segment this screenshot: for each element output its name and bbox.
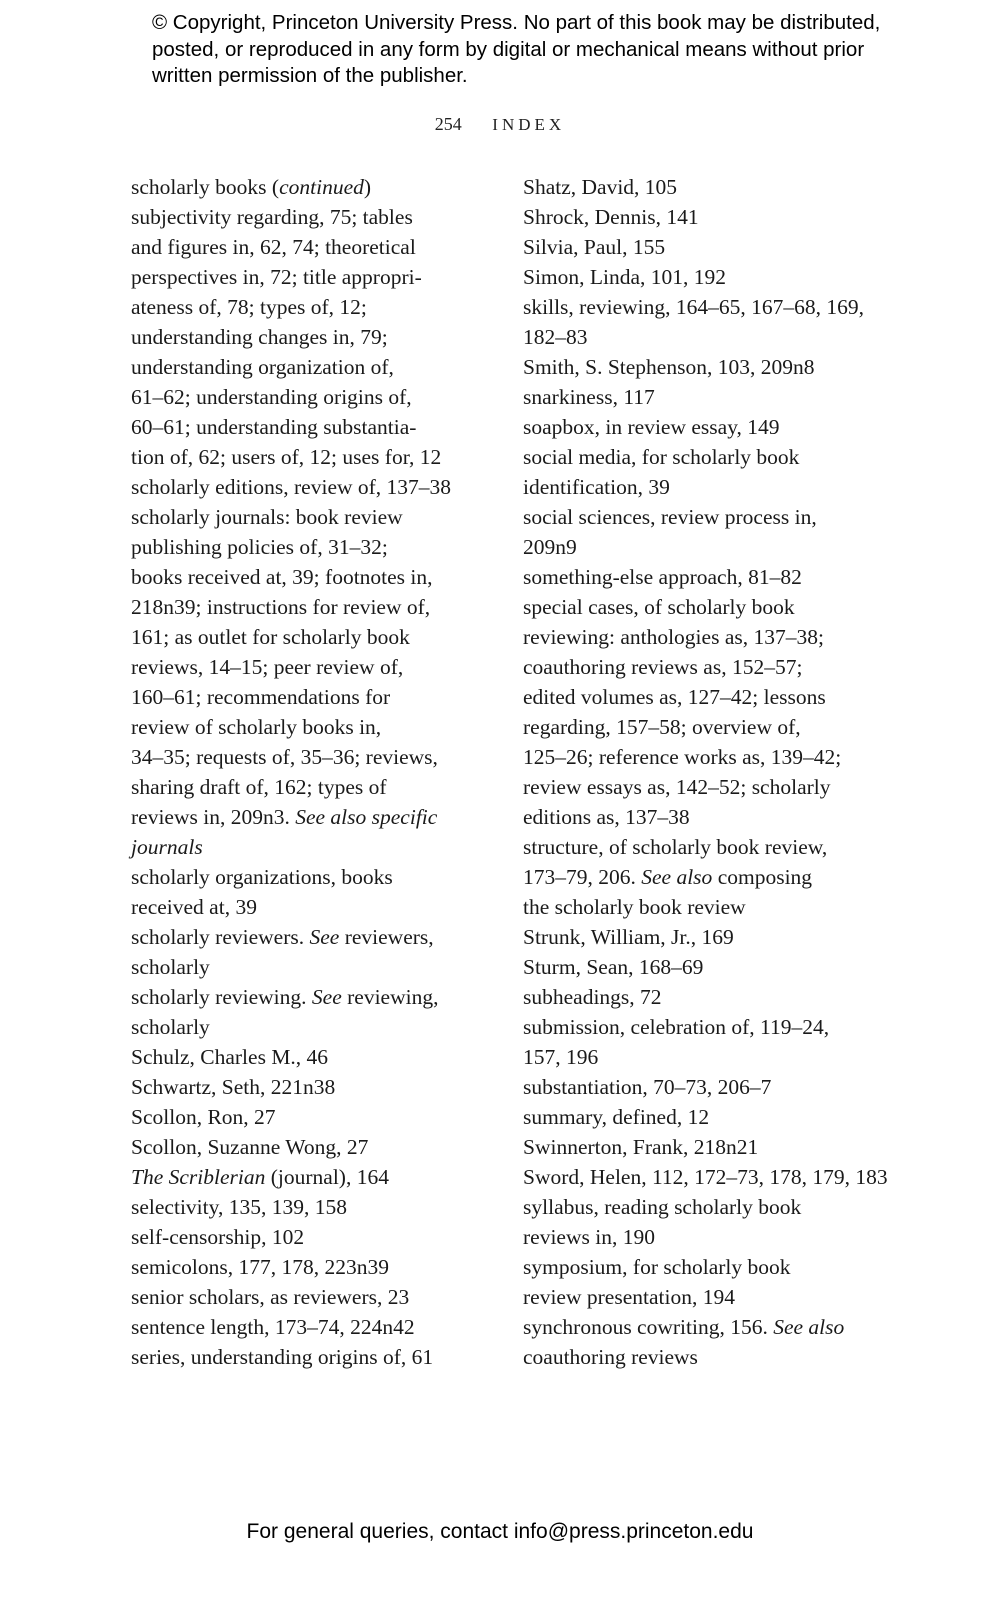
index-entry: [131, 502, 496, 862]
index-entry: [131, 1072, 496, 1102]
index-entry-line: perspectives in, 72; title appropri-: [131, 265, 422, 289]
index-entry-line: books received at, 39; footnotes in,: [131, 565, 433, 589]
index-entry-line: subheadings, 72: [523, 985, 662, 1009]
index-entry-line: sentence length, 173–74, 224n42: [131, 1315, 415, 1339]
index-entry: [523, 982, 888, 1012]
index-entry-line: coauthoring reviews: [523, 1345, 698, 1369]
index-entry: [523, 352, 888, 382]
index-entry-line: review essays as, 142–52; scholarly: [523, 775, 831, 799]
index-entry: [523, 1072, 888, 1102]
index-entry: [131, 1312, 496, 1342]
index-entry-line: skills, reviewing, 164–65, 167–68, 169,: [523, 295, 864, 319]
index-entry: [131, 1192, 496, 1222]
index-entry-line: 160–61; recommendations for: [131, 685, 391, 709]
index-column-right: [523, 172, 888, 1372]
index-entry-line: 218n39; instructions for review of,: [131, 595, 431, 619]
index-entry-line: scholarly reviewing. See reviewing,: [131, 985, 439, 1009]
index-entry-line: Swinnerton, Frank, 218n21: [523, 1135, 759, 1159]
index-entry-line: structure, of scholarly book review,: [523, 835, 828, 859]
index-entry: [523, 922, 888, 952]
index-entry-line: senior scholars, as reviewers, 23: [131, 1285, 410, 1309]
index-entry-line: something-else approach, 81–82: [523, 565, 802, 589]
index-entry-line: 182–83: [523, 325, 588, 349]
index-entry: [523, 1102, 888, 1132]
index-entry-line: symposium, for scholarly book: [523, 1255, 791, 1279]
footer-contact: For general queries, contact info@press.princeton.edu: [246, 1520, 754, 1543]
index-entry-line: scholarly: [131, 1015, 210, 1039]
index-entry: [523, 592, 888, 832]
index-entry: [523, 202, 888, 232]
index-entry-line: coauthoring reviews as, 152–57;: [523, 655, 803, 679]
index-entry: [131, 1342, 496, 1372]
index-entry-line: identification, 39: [523, 475, 670, 499]
index-entry-line: received at, 39: [131, 895, 257, 919]
index-entry: [523, 1192, 888, 1252]
index-entry-line: journals: [131, 835, 203, 859]
index-entry-line: soapbox, in review essay, 149: [523, 415, 780, 439]
index-entry-line: Schwartz, Seth, 221n38: [131, 1075, 336, 1099]
index-entry-line: Scollon, Suzanne Wong, 27: [131, 1135, 369, 1159]
index-entry-line: Sturm, Sean, 168–69: [523, 955, 704, 979]
index-entry-line: scholarly journals: book review: [131, 505, 403, 529]
index-entry-line: reviewing: anthologies as, 137–38;: [523, 625, 824, 649]
index-entry-line: series, understanding origins of, 61: [131, 1345, 434, 1369]
index-entry-line: submission, celebration of, 119–24,: [523, 1015, 830, 1039]
index-entry: [131, 922, 496, 982]
index-entry: [523, 502, 888, 562]
index-entry-line: scholarly organizations, books: [131, 865, 393, 889]
index-entry: [131, 982, 496, 1042]
index-entry: [523, 262, 888, 292]
index-entry: [131, 1042, 496, 1072]
index-entry-line: 209n9: [523, 535, 577, 559]
index-entry: [523, 292, 888, 352]
index-entry: [131, 472, 496, 502]
index-entry-line: edited volumes as, 127–42; lessons: [523, 685, 826, 709]
index-entry-line: Smith, S. Stephenson, 103, 209n8: [523, 355, 815, 379]
index-entry: [523, 1012, 888, 1072]
index-entry-line: The Scriblerian (journal), 164: [131, 1165, 389, 1189]
index-entry-line: reviews in, 190: [523, 1225, 655, 1249]
index-entry: [523, 832, 888, 922]
index-entry-line: editions as, 137–38: [523, 805, 690, 829]
index-entry-line: scholarly editions, review of, 137–38: [131, 475, 452, 499]
index-entry-line: subjectivity regarding, 75; tables: [131, 205, 413, 229]
index-column-left: [131, 172, 496, 1372]
index-entry-line: tion of, 62; users of, 12; uses for, 12: [131, 445, 442, 469]
index-entry-line: 125–26; reference works as, 139–42;: [523, 745, 842, 769]
index-entry-line: Sword, Helen, 112, 172–73, 178, 179, 183: [523, 1165, 888, 1189]
index-entry-line: understanding changes in, 79;: [131, 325, 388, 349]
index-entry-line: Schulz, Charles M., 46: [131, 1045, 329, 1069]
running-head: [0, 114, 1000, 135]
index-entry-line: and figures in, 62, 74; theoretical: [131, 235, 416, 259]
index-entry-line: reviews in, 209n3. See also specific: [131, 805, 438, 829]
index-entry-line: scholarly reviewers. See reviewers,: [131, 925, 434, 949]
index-entry-line: selectivity, 135, 139, 158: [131, 1195, 347, 1219]
index-entry-line: synchronous cowriting, 156. See also: [523, 1315, 845, 1339]
index-entry-line: 157, 196: [523, 1045, 599, 1069]
index-entry: [131, 1162, 496, 1192]
index-entry-line: social media, for scholarly book: [523, 445, 800, 469]
index-entry: [523, 232, 888, 262]
index-entry-line: 34–35; requests of, 35–36; reviews,: [131, 745, 438, 769]
copyright-notice: © Copyright, Princeton University Press. No part of this book may be distributed, posted, or reproduced in any form by digital or mechanical means without prior written permission of the publisher.: [152, 11, 881, 87]
index-entry-line: Strunk, William, Jr., 169: [523, 925, 734, 949]
index-entry-line: understanding organization of,: [131, 355, 394, 379]
index-entry: [523, 562, 888, 592]
index-entry: [523, 1162, 888, 1192]
index-entry-line: review of scholarly books in,: [131, 715, 382, 739]
index-entry: [523, 1132, 888, 1162]
index-entry-line: special cases, of scholarly book: [523, 595, 795, 619]
index-entry-line: Scollon, Ron, 27: [131, 1105, 276, 1129]
index-entry: [523, 172, 888, 202]
index-entry-line: the scholarly book review: [523, 895, 746, 919]
index-entry-line: Shrock, Dennis, 141: [523, 205, 699, 229]
index-entry-line: 161; as outlet for scholarly book: [131, 625, 410, 649]
index-entry-line: regarding, 157–58; overview of,: [523, 715, 801, 739]
index-entry: [131, 172, 496, 472]
index-entry-line: scholarly: [131, 955, 210, 979]
index-entry: [523, 1312, 888, 1372]
index-entry: [523, 1252, 888, 1312]
index-entry: [131, 1222, 496, 1252]
index-entry: [131, 1132, 496, 1162]
index-entry: [523, 412, 888, 442]
index-entry-line: Simon, Linda, 101, 192: [523, 265, 727, 289]
index-entry-line: social sciences, review process in,: [523, 505, 817, 529]
index-entry: [131, 1282, 496, 1312]
index-entry: [523, 952, 888, 982]
index-entry: [523, 382, 888, 412]
index-entry-line: Silvia, Paul, 155: [523, 235, 666, 259]
section-title: INDEX: [492, 115, 566, 134]
page-number: 254: [434, 114, 462, 134]
index-entry-line: 60–61; understanding substantia-: [131, 415, 417, 439]
index-entry-line: Shatz, David, 105: [523, 175, 678, 199]
index-entry: [131, 1252, 496, 1282]
index-entry-line: 61–62; understanding origins of,: [131, 385, 412, 409]
index-entry-line: snarkiness, 117: [523, 385, 655, 409]
index-entry-line: semicolons, 177, 178, 223n39: [131, 1255, 389, 1279]
index-entry-line: 173–79, 206. See also composing: [523, 865, 813, 889]
index-entry-line: substantiation, 70–73, 206–7: [523, 1075, 772, 1099]
index-entry: [131, 862, 496, 922]
index-entry-line: self-censorship, 102: [131, 1225, 305, 1249]
index-entry-line: sharing draft of, 162; types of: [131, 775, 387, 799]
index-entry-line: reviews, 14–15; peer review of,: [131, 655, 404, 679]
index-entry-line: ateness of, 78; types of, 12;: [131, 295, 367, 319]
index-entry: [131, 1102, 496, 1132]
index-entry-line: syllabus, reading scholarly book: [523, 1195, 802, 1219]
index-entry: [523, 442, 888, 502]
index-entry-line: summary, defined, 12: [523, 1105, 710, 1129]
index-entry-line: review presentation, 194: [523, 1285, 735, 1309]
index-entry-line: scholarly books (continued): [131, 175, 372, 199]
index-entry-line: publishing policies of, 31–32;: [131, 535, 388, 559]
